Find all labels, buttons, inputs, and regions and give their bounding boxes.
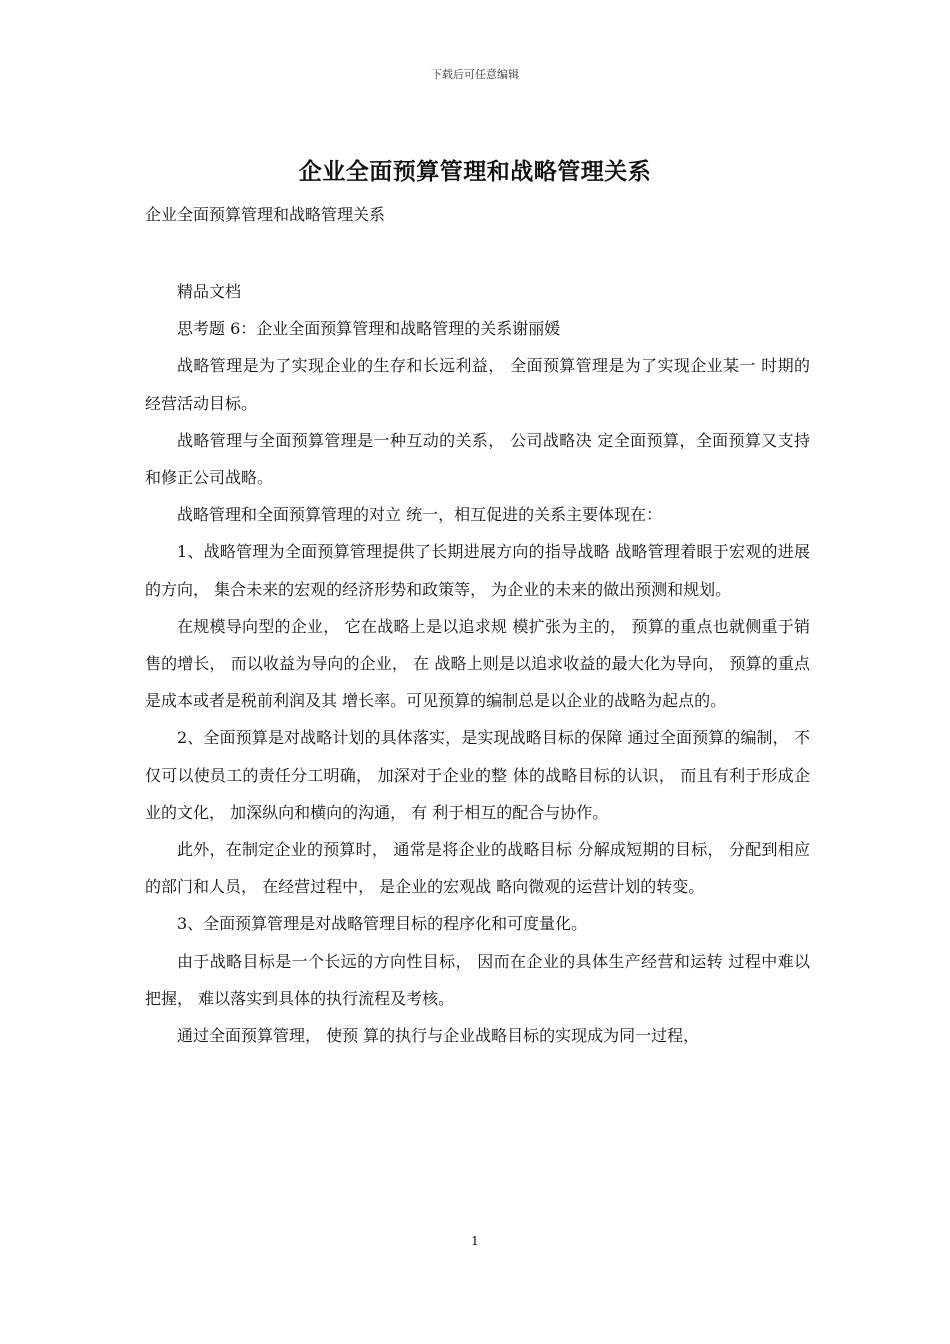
paragraph: 通过全面预算管理， 使预 算的执行与企业战略目标的实现成为同一过程， — [177, 1026, 700, 1046]
paragraph: 1、战略管理为全面预算管理提供了长期进展方向的指导战略 战略管理着眼于宏观的进展的方向， 集合未来的宏观的经济形势和政策等， 为企业的未来的做出预测和规划。 — [145, 542, 810, 599]
paragraph: 战略管理是为了实现企业的生存和长远利益， 全面预算管理是为了实现企业某一 时期的经营活动目标。 — [145, 356, 810, 413]
paragraph: 思考题 6：企业全面预算管理和战略管理的关系谢丽媛 — [177, 319, 561, 339]
page-number: 1 — [471, 1234, 479, 1248]
paragraph: 战略管理与全面预算管理是一种互动的关系， 公司战略决 定全面预算，全面预算又支持和修正公司战略。 — [145, 430, 810, 488]
paragraph: 在规模导向型的企业， 它在战略上是以追求规 模扩张为主的， 预算的重点也就侧重于销售的增长， 而以收益为导向的企业， 在 战略上则是以追求收益的最大化为导向， 预算的重点是成本或者是税前利润及其 增长率。可见预算的编制总是以企业的战略为起点的。 — [145, 616, 810, 711]
paragraph: 战略管理和全面预算管理的对立 统一，相互促进的关系主要体现在： — [177, 505, 663, 525]
paragraph: 由于战略目标是一个长远的方向性目标， 因而在企业的具体生产经营和运转 过程中难以把握， 难以落实到具体的执行流程及考核。 — [145, 951, 810, 1008]
paragraph: 此外，在制定企业的预算时， 通常是将企业的战略目标 分解成短期的目标， 分配到相应的部门和人员， 在经营过程中， 是企业的宏观战 略向微观的运营计划的转变。 — [145, 840, 810, 897]
page-header-note: 下载后可任意编辑 — [431, 68, 519, 81]
document-title: 企业全面预算管理和战略管理关系 — [298, 158, 652, 185]
paragraph: 3、全面预算管理是对战略管理目标的程序化和可度量化。 — [177, 914, 588, 934]
document-subtitle: 企业全面预算管理和战略管理关系 — [145, 205, 386, 224]
document-body — [145, 273, 810, 1054]
paragraph: 2、全面预算是对战略计划的具体落实，是实现战略目标的保障 通过全面预算的编制， 不仅可以使员工的责任分工明确， 加深对于企业的整 体的战略目标的认识， 而且有利于形成企业的文化， 加深纵向和横向的沟通， 有 利于相互的配合与协作。 — [145, 728, 810, 822]
paragraph: 精品文档 — [177, 282, 242, 301]
